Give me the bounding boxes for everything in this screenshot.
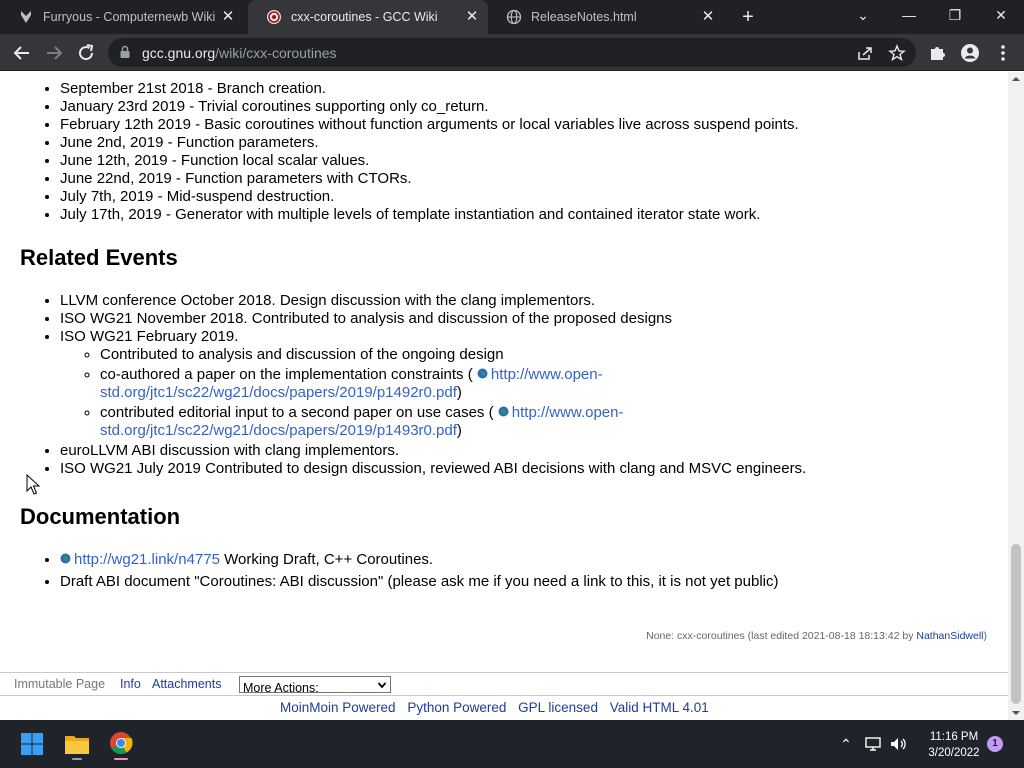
page-scrollbar[interactable] [1008, 72, 1024, 720]
list-item: • ISO WG21 July 2019 Contributed to design discussion, reviewed ABI decisions with clang and MSVC engineers. [60, 460, 806, 478]
related-events-heading: Related Events [20, 245, 178, 270]
page-action-bar [0, 672, 1008, 696]
tab-cxx-coroutines[interactable] [248, 0, 488, 34]
browser-menu-icon[interactable] [990, 40, 1016, 66]
tab-title: ReleaseNotes.html [531, 10, 637, 24]
list-item: • June 22nd, 2019 - Function parameters with CTORs. [60, 170, 799, 188]
external-link-globe-icon [498, 406, 509, 417]
list-item [100, 404, 806, 440]
windows-start-icon[interactable] [16, 728, 48, 760]
more-actions-value: More Actions: [243, 681, 319, 695]
close-icon[interactable]: ✕ [465, 8, 479, 25]
url-text[interactable] [142, 45, 337, 61]
documentation-heading: Documentation [20, 504, 181, 529]
list-item: ◦ Contributed to analysis and discussion of the ongoing design [100, 346, 806, 364]
wiki-favicon-icon [18, 9, 34, 25]
network-icon[interactable] [863, 734, 883, 754]
clock-date: 3/20/2022 [928, 747, 980, 759]
sub-list [100, 346, 806, 440]
address-bar[interactable] [108, 38, 916, 67]
list-item-text: ISO WG21 February 2019. [60, 328, 239, 345]
list-item: • Draft ABI document "Coroutines: ABI discussion" (please ask me if you need a link to this, it is not yet public) [60, 573, 779, 591]
info-link[interactable]: Info [120, 677, 141, 691]
tab-title: Furryous - Computernewb Wiki [43, 10, 216, 24]
system-clock[interactable] [918, 729, 990, 761]
globe-icon [506, 9, 522, 25]
scroll-thumb[interactable] [1011, 544, 1021, 704]
list-item: • LLVM conference October 2018. Design discussion with the clang implementors. [60, 292, 806, 310]
list-item: • July 7th, 2019 - Mid-suspend destruction. [60, 188, 799, 206]
bookmark-star-icon[interactable] [888, 44, 906, 62]
p1492r0-link[interactable]: http://www.open- std.org/jtc1/sc22/wg21/docs/papers/2019/p1492r0.pdf [100, 366, 603, 401]
page-info: None: cxx-coroutines (last edited 2021-08-18 18:13:42 by NathanSidwell) [646, 630, 987, 642]
list-item-text: co-authored a paper on the implementation constraints ( [100, 366, 473, 383]
external-link-globe-icon [477, 368, 488, 379]
close-paren: ) [456, 384, 462, 401]
url-host: gcc.gnu.org [142, 45, 216, 61]
forward-arrow-icon[interactable] [41, 40, 67, 66]
immutable-page-label: Immutable Page [14, 677, 106, 691]
close-icon[interactable]: ✕ [221, 8, 235, 25]
extensions-puzzle-icon[interactable] [925, 40, 951, 66]
tab-release-notes[interactable] [488, 0, 724, 34]
reload-icon[interactable] [73, 40, 99, 66]
tab-furryous[interactable] [0, 0, 244, 34]
tab-search-button[interactable]: ⌄ [857, 7, 869, 23]
share-icon[interactable] [856, 44, 874, 62]
list-item [60, 551, 779, 569]
close-window-button[interactable]: ✕ [995, 7, 1007, 23]
moinmoin-powered-link[interactable]: MoinMoin Powered [280, 700, 396, 715]
footer-links [280, 700, 717, 715]
file-explorer-icon[interactable] [61, 728, 93, 760]
close-icon[interactable]: ✕ [701, 8, 715, 25]
list-item: • September 21st 2018 - Branch creation. [60, 80, 799, 98]
chrome-icon[interactable] [105, 728, 137, 760]
scroll-up-icon[interactable] [1008, 72, 1024, 86]
clock-time: 11:16 PM [929, 731, 979, 743]
list-item: • ISO WG21 November 2018. Contributed to analysis and discussion of the proposed designs [60, 310, 806, 328]
tab-title: cxx-coroutines - GCC Wiki [291, 10, 438, 24]
close-paren: ) [456, 422, 462, 439]
profile-avatar-icon[interactable] [957, 40, 983, 66]
mouse-cursor-icon [26, 474, 40, 496]
list-item-text: contributed editorial input to a second paper on use cases ( [100, 404, 494, 421]
valid-html-link[interactable]: Valid HTML 4.01 [609, 700, 709, 715]
author-link[interactable]: NathanSidwell [916, 630, 984, 642]
more-actions-select[interactable] [239, 676, 391, 693]
url-path: /wiki/cxx-coroutines [215, 45, 337, 61]
browser-toolbar [0, 34, 1024, 71]
chevron-down-icon [377, 680, 387, 690]
new-tab-button[interactable]: + [742, 6, 754, 28]
list-item: • June 2nd, 2019 - Function parameters. [60, 134, 799, 152]
attachments-link[interactable]: Attachments [152, 677, 222, 691]
page-content [0, 72, 1008, 720]
minimize-button[interactable]: — [902, 7, 916, 23]
python-powered-link[interactable]: Python Powered [407, 700, 507, 715]
list-item: • June 12th, 2019 - Function local scalar values. [60, 152, 799, 170]
list-item: • January 23rd 2019 - Trivial coroutines supporting only co_return. [60, 98, 799, 116]
external-link-globe-icon [60, 553, 71, 564]
notification-badge[interactable]: 1 [987, 736, 1003, 752]
back-arrow-icon[interactable] [9, 40, 35, 66]
list-item-text: Working Draft, C++ Coroutines. [219, 551, 434, 568]
list-item: • July 17th, 2019 - Generator with multiple levels of template instantiation and contained iterator state work. [60, 206, 799, 224]
browser-tab-strip [0, 0, 1024, 34]
list-item [60, 328, 806, 440]
restore-button[interactable]: ❐ [948, 7, 962, 23]
p1493r0-link[interactable]: http://www.open- std.org/jtc1/sc22/wg21/docs/papers/2019/p1493r0.pdf [100, 404, 624, 439]
n4775-link[interactable]: http://wg21.link/n4775 [74, 551, 220, 568]
documentation-list [60, 551, 779, 591]
volume-icon[interactable] [888, 734, 908, 754]
timeline-list [60, 80, 799, 224]
gpl-licensed-link[interactable]: GPL licensed [518, 700, 598, 715]
windows-taskbar [0, 720, 1024, 768]
tray-overflow-chevron-icon[interactable]: ⌃ [840, 736, 852, 752]
lock-icon[interactable] [118, 45, 132, 59]
gcc-favicon-icon [266, 9, 282, 25]
scroll-down-icon[interactable] [1008, 706, 1024, 720]
list-item: • February 12th 2019 - Basic coroutines without function arguments or local variables live across suspend points. [60, 116, 799, 134]
list-item [100, 366, 806, 402]
list-item: • euroLLVM ABI discussion with clang implementors. [60, 442, 806, 460]
related-events-list [60, 292, 806, 478]
